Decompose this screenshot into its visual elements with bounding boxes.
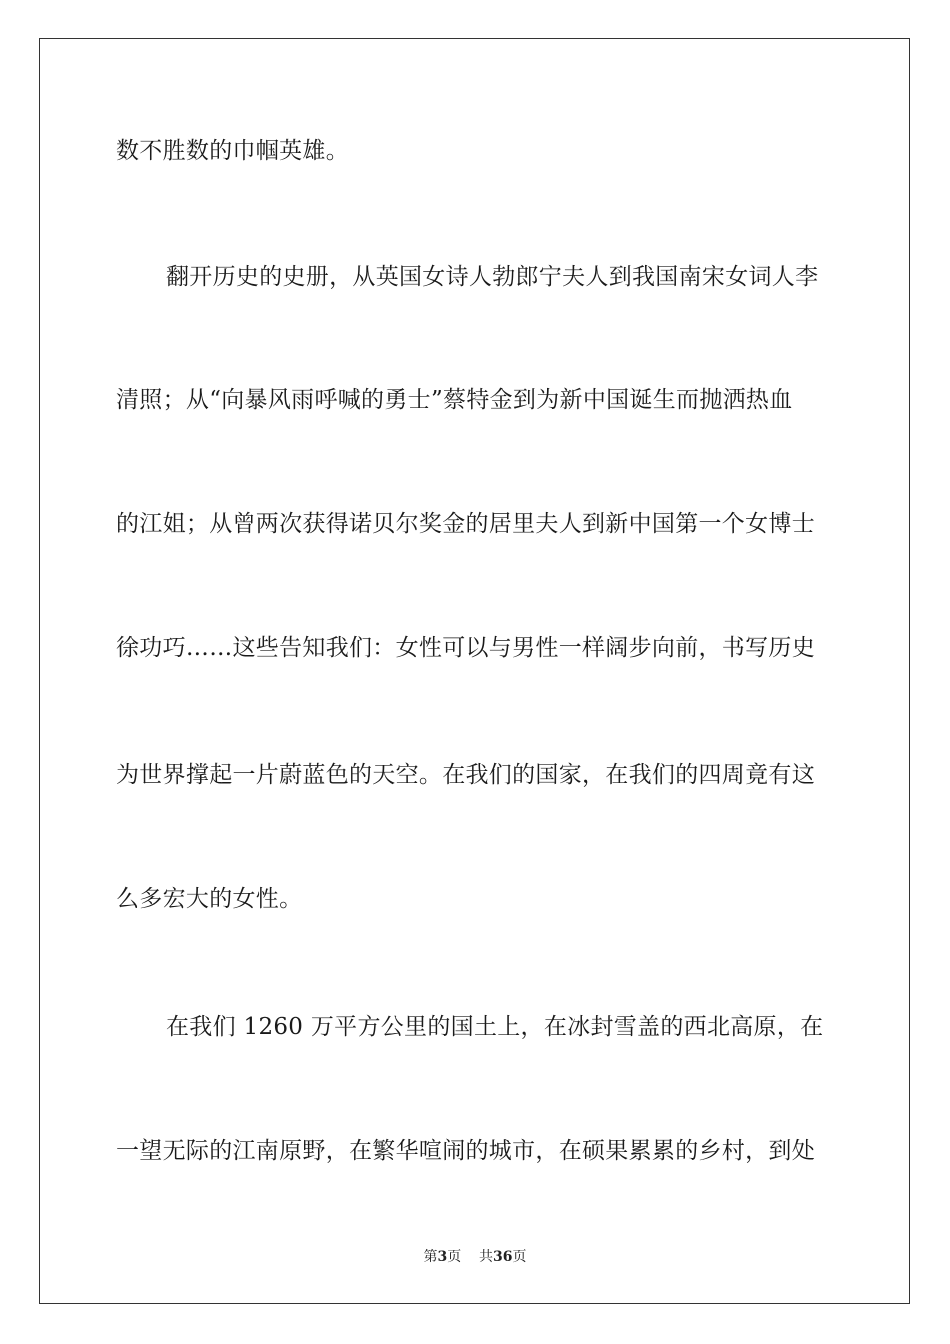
footer-page-prefix: 第 (423, 1249, 438, 1265)
text-line-7: 么多宏大的女性。 (116, 886, 303, 912)
text-line-9: 一望无际的江南原野，在繁华喧闹的城市，在硕果累累的乡村，到处 (116, 1138, 815, 1164)
footer-page-number: 3 (437, 1249, 448, 1265)
text-line-2: 翻开历史的史册，从英国女诗人勃郎宁夫人到我国南宋女词人李 (166, 264, 819, 290)
page-border (39, 38, 910, 1304)
page-footer (0, 1248, 950, 1266)
text-line-5: 徐功巧……这些告知我们：女性可以与男性一样阔步向前，书写历史 (116, 635, 815, 661)
footer-total-pages: 36 (493, 1249, 513, 1265)
text-line-3: 清照；从“向暴风雨呼喊的勇士”蔡特金到为新中国诞生而抛洒热血 (116, 387, 793, 413)
text-line-8: 在我们 1260 万平方公里的国土上，在冰封雪盖的西北高原，在 (166, 1014, 824, 1040)
text-line-4: 的江姐；从曾两次获得诺贝尔奖金的居里夫人到新中国第一个女博士 (116, 511, 815, 537)
footer-total-prefix: 共 (479, 1249, 494, 1265)
footer-total-suffix: 页 (512, 1249, 527, 1265)
text-line-6: 为世界撑起一片蔚蓝色的天空。在我们的国家，在我们的四周竟有这 (116, 762, 815, 788)
text-line-1: 数不胜数的巾帼英雄。 (116, 138, 349, 164)
footer-page-suffix: 页 (447, 1249, 462, 1265)
